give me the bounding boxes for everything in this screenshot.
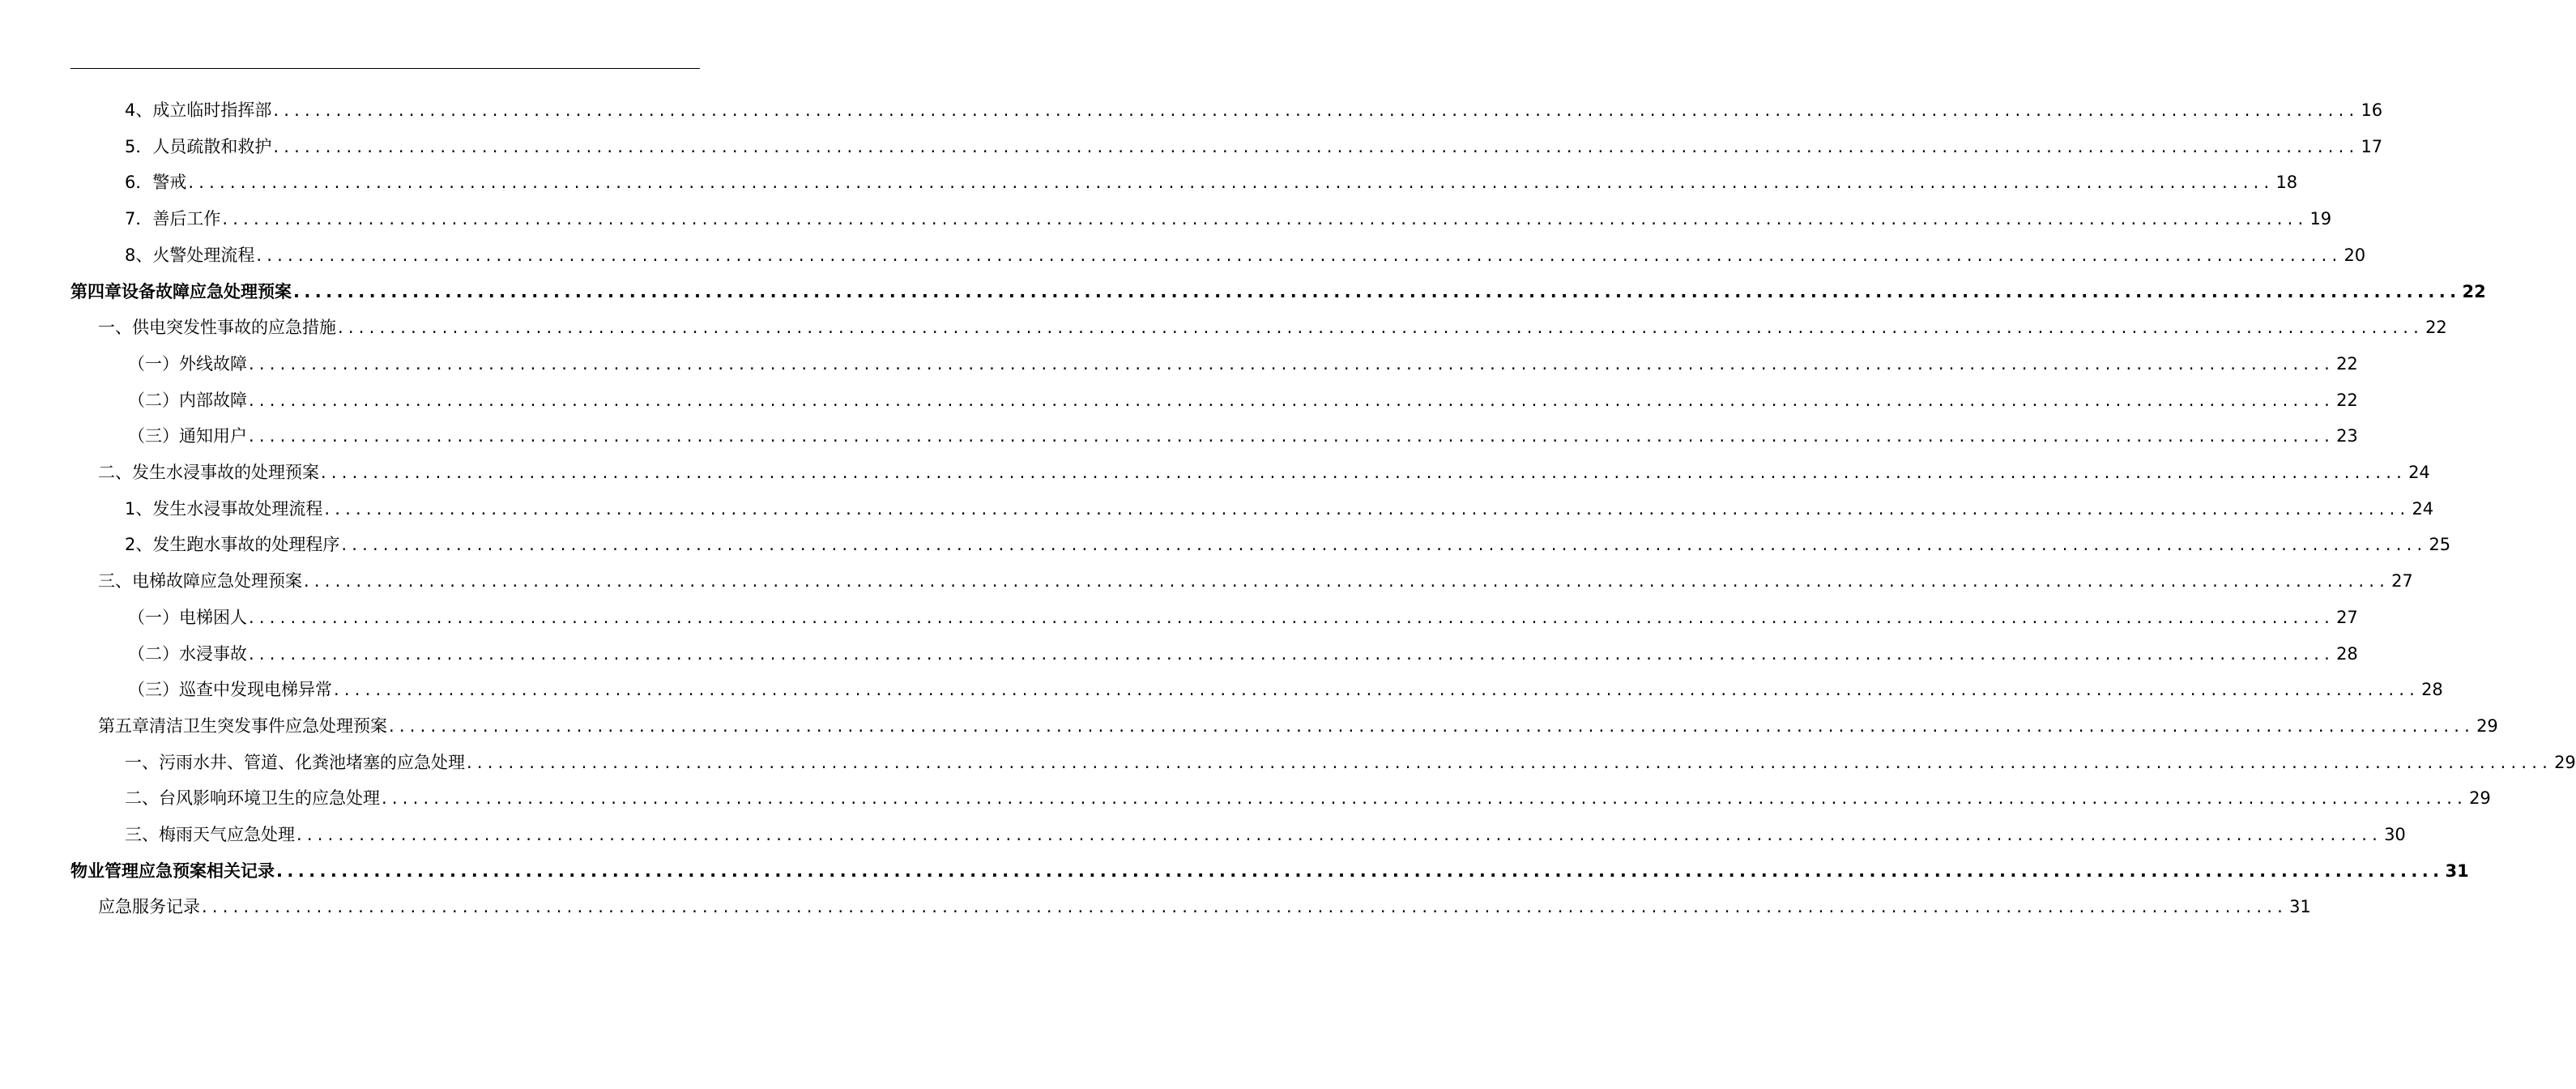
toc-entry-page-number: 29 <box>2554 752 2576 772</box>
toc-dot-leader: ........................................................................................................................................................................................................ <box>249 607 2335 627</box>
toc-entry[interactable] <box>125 164 2298 200</box>
toc-entry-title: （一）电梯困人 <box>128 607 247 627</box>
toc-entry-page-number: 22 <box>2462 281 2486 301</box>
toc-entry[interactable] <box>128 672 2443 707</box>
toc-dot-leader: ........................................................................................................................................................................................................ <box>296 825 2383 844</box>
toc-entry[interactable] <box>128 382 2358 418</box>
toc-entry-title: 6．警戒 <box>125 173 187 193</box>
toc-entry-page-number: 17 <box>2361 136 2383 156</box>
toc-dot-leader: ........................................................................................................................................................................................................ <box>273 100 2360 120</box>
toc-dot-leader: ........................................................................................................................................................................................................ <box>202 897 2288 917</box>
toc-dot-leader: ........................................................................................................................................................................................................ <box>222 209 2309 229</box>
toc-entry-page-number: 19 <box>2309 209 2332 229</box>
toc-entry-page-number: 22 <box>2425 318 2447 338</box>
toc-entry-title: 1、发生水浸事故处理流程 <box>125 498 323 519</box>
toc-entry-page-number: 25 <box>2429 535 2451 555</box>
toc-entry-page-number: 31 <box>2445 861 2469 881</box>
toc-entry-title: （二）内部故障 <box>128 390 247 410</box>
toc-dot-leader: ........................................................................................................................................................................................................ <box>338 318 2425 338</box>
toc-entry-title: 8、火警处理流程 <box>125 245 255 265</box>
toc-entry-title: 三、梅雨天气应急处理 <box>125 825 295 844</box>
toc-entry[interactable] <box>125 201 2332 237</box>
toc-entry-title: 第五章清洁卫生突发事件应急处理预案 <box>98 715 387 736</box>
toc-entry[interactable] <box>128 636 2358 672</box>
toc-dot-leader: ........................................................................................................................................................................................................ <box>324 498 2411 519</box>
toc-entry-page-number: 22 <box>2336 353 2358 374</box>
toc-entry-page-number: 24 <box>2408 463 2430 482</box>
toc-entry-page-number: 22 <box>2336 390 2358 410</box>
toc-dot-leader: ........................................................................................................................................................................................................ <box>334 680 2420 700</box>
toc-entry-title: （三）巡查中发现电梯异常 <box>128 680 332 700</box>
toc-dot-leader: ........................................................................................................................................................................................................ <box>293 281 2461 301</box>
toc-dot-leader: ........................................................................................................................................................................................................ <box>273 136 2360 156</box>
toc-entry-page-number: 30 <box>2384 825 2406 844</box>
toc-entry-title: 应急服务记录 <box>98 897 200 917</box>
toc-entry-page-number: 29 <box>2469 788 2491 809</box>
toc-entry-page-number: 28 <box>2336 643 2358 664</box>
header-rule <box>70 68 700 69</box>
toc-entry[interactable] <box>70 853 2469 889</box>
toc-dot-leader: ........................................................................................................................................................................................................ <box>249 426 2335 446</box>
toc-dot-leader: ........................................................................................................................................................................................................ <box>249 390 2335 410</box>
toc-dot-leader: ........................................................................................................................................................................................................ <box>304 571 2390 591</box>
toc-entry-page-number: 20 <box>2344 245 2366 265</box>
toc-entry[interactable] <box>125 237 2366 273</box>
toc-entry[interactable] <box>98 310 2447 345</box>
toc-entry-page-number: 29 <box>2476 715 2498 736</box>
toc-dot-leader: ........................................................................................................................................................................................................ <box>249 643 2335 664</box>
toc-dot-leader: ........................................................................................................................................................................................................ <box>382 788 2468 809</box>
toc-dot-leader: ........................................................................................................................................................................................................ <box>249 353 2335 374</box>
toc-dot-leader: ........................................................................................................................................................................................................ <box>188 173 2275 193</box>
toc-entry[interactable] <box>98 889 2311 925</box>
toc-entry[interactable] <box>128 600 2358 635</box>
toc-entry[interactable] <box>125 817 2406 852</box>
toc-entry-title: （三）通知用户 <box>128 426 247 446</box>
toc-entry-page-number: 27 <box>2391 571 2413 591</box>
toc-entry[interactable] <box>98 455 2430 490</box>
toc-dot-leader: ........................................................................................................................................................................................................ <box>341 535 2428 555</box>
toc-entry-title: （二）水浸事故 <box>128 643 247 664</box>
toc-entry-page-number: 16 <box>2361 100 2383 120</box>
toc-entry[interactable] <box>125 527 2451 562</box>
toc-entry[interactable] <box>128 418 2358 454</box>
toc-entry[interactable] <box>125 92 2383 128</box>
toc-entry-page-number: 28 <box>2421 680 2443 700</box>
toc-dot-leader: ........................................................................................................................................................................................................ <box>276 861 2444 881</box>
toc-entry-title: 5．人员疏散和救护 <box>125 136 272 156</box>
toc-entry[interactable] <box>98 708 2498 744</box>
toc-entry[interactable] <box>128 346 2358 382</box>
toc-entry-title: 4、成立临时指挥部 <box>125 100 272 120</box>
toc-entry-title: 物业管理应急预案相关记录 <box>70 861 275 881</box>
toc-dot-leader: ........................................................................................................................................................................................................ <box>389 715 2476 736</box>
toc-entry-page-number: 27 <box>2336 607 2358 627</box>
toc-entry-title: 二、发生水浸事故的处理预案 <box>98 463 319 482</box>
toc-entry[interactable] <box>98 563 2413 599</box>
toc-entry[interactable] <box>70 274 2486 310</box>
toc-entry-title: 三、电梯故障应急处理预案 <box>98 571 302 591</box>
toc-dot-leader: ........................................................................................................................................................................................................ <box>321 463 2408 482</box>
toc-dot-leader: ........................................................................................................................................................................................................ <box>467 752 2553 772</box>
toc-entry[interactable] <box>125 491 2434 527</box>
toc-entry[interactable] <box>125 780 2491 816</box>
toc-entry[interactable] <box>125 745 2576 780</box>
toc-entry-title: 一、污雨水井、管道、化粪池堵塞的应急处理 <box>125 752 465 772</box>
toc-dot-leader: ........................................................................................................................................................................................................ <box>256 245 2343 265</box>
toc-entry-page-number: 23 <box>2336 426 2358 446</box>
toc-entry-page-number: 31 <box>2289 897 2311 917</box>
toc-entry-title: 7．善后工作 <box>125 209 221 229</box>
toc-entry-page-number: 24 <box>2412 498 2434 519</box>
toc-entry-title: 第四章设备故障应急处理预案 <box>70 281 292 301</box>
toc-entry-page-number: 18 <box>2275 173 2298 193</box>
toc-entry-title: （一）外线故障 <box>128 353 247 374</box>
toc-entry-title: 2、发生跑水事故的处理程序 <box>125 535 340 555</box>
toc-entry[interactable] <box>125 129 2383 164</box>
toc-entry-title: 一、供电突发性事故的应急措施 <box>98 318 336 338</box>
toc-entry-title: 二、台风影响环境卫生的应急处理 <box>125 788 380 809</box>
